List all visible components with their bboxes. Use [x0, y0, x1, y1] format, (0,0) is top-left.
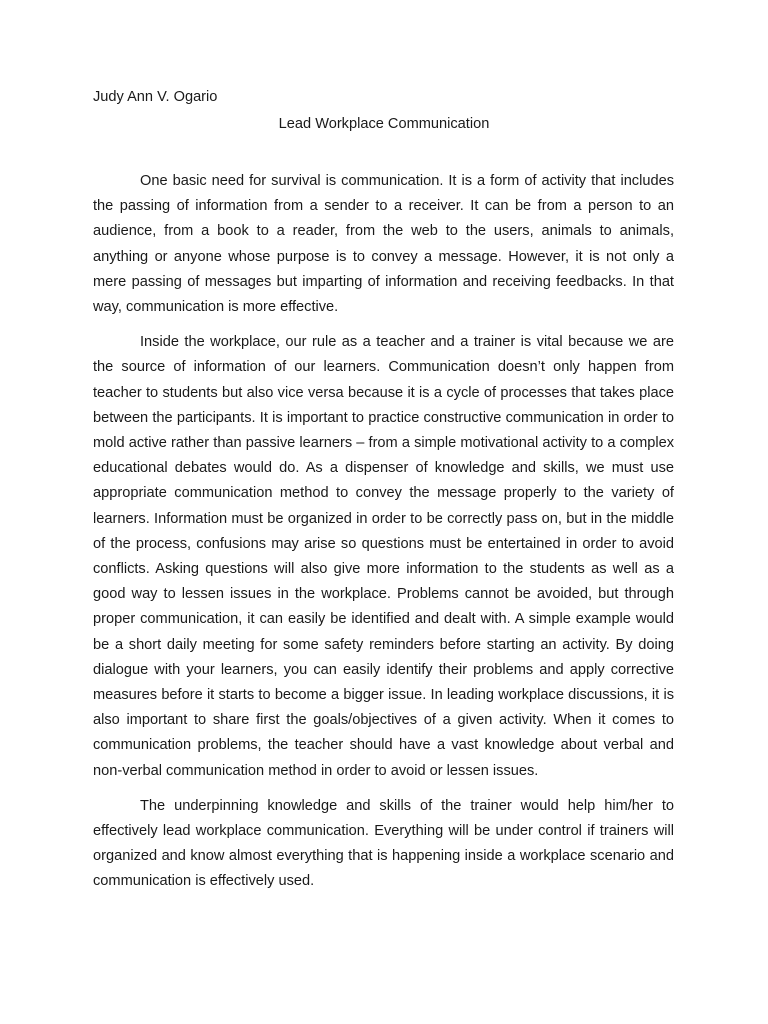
author-name: Judy Ann V. Ogario [93, 89, 218, 105]
document-title: Lead Workplace Communication [278, 116, 490, 132]
body-paragraph-3: The underpinning knowledge and skills of the trainer would help him/her to effectively lead workplace communication. Everything will be under control if trainers will organized and know almost everything that is happening inside a workplace scenario and communication is effectively used. [93, 797, 674, 890]
body-paragraph-1: One basic need for survival is communication. It is a form of activity that includes the passing of information from a sender to a receiver. It can be from a person to an audience, from a book to a reader, from the web to the users, animals to animals, anything or anyone whose purpose is to convey a message. However, it is not only a mere passing of messages but imparting of information and receiving feedbacks. In that way, communication is more effective. [93, 173, 674, 316]
document-body [93, 169, 674, 905]
body-paragraph-2: Inside the workplace, our rule as a teacher and a trainer is vital because we are the source of information of our learners. Communication doesn’t only happen from teacher to students but also vice versa because it is a cycle of processes that takes place between the participants. It is important to practice constructive communication in order to mold active rather than passive learners – from a simple motivational activity to a complex educational debates would do. As a dispenser of knowledge and skills, we must use appropriate communication method to convey the message properly to the variety of learners. Information must be organized in order to be correctly pass on, but in the middle of the process, confusions may arise so questions must be entertained in order to avoid conflicts. Asking questions will also give more information to the students as well as a good way to lessen issues in the workplace. Problems cannot be avoided, but through proper communication, it can easily be identified and dealt with. A simple example would be a short daily meeting for some safety reminders before starting an activity. By doing dialogue with your learners, you can easily identify their problems and apply corrective measures before it starts to become a bigger issue. In leading workplace discussions, it is also important to share first the goals/objectives of a given activity. When it comes to communication problems, the teacher should have a vast knowledge about verbal and non-verbal communication method in order to avoid or lessen issues. [93, 334, 674, 779]
